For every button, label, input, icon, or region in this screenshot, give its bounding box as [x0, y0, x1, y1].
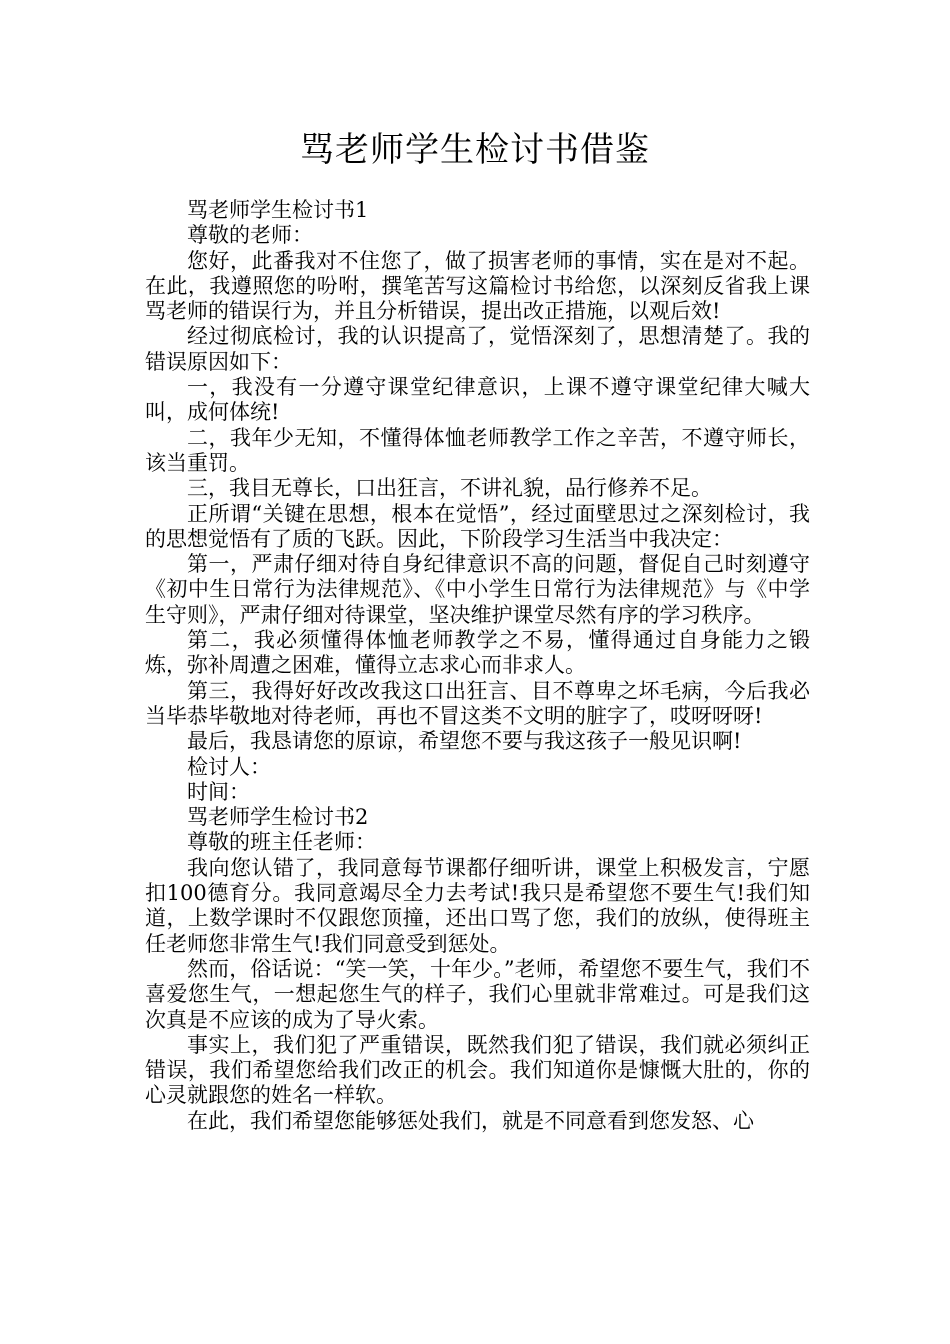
paragraph: 第一，严肃仔细对待自身纪律意识不高的问题，督促自己时刻遵守《初中生日常行为法律规范》、《中小学生日常行为法律规范》与《中学生守则》，严肃仔细对待课堂，坚决维护课堂尽然有序的学习秩序。	[145, 552, 810, 627]
paragraph: 一，我没有一分遵守课堂纪律意识，上课不遵守课堂纪律大喊大叫，成何体统!	[145, 375, 810, 425]
section-heading-2: 骂老师学生检讨书2	[187, 805, 369, 830]
paragraph: 第二，我必须懂得体恤老师教学之不易，懂得通过自身能力之锻炼，弥补周遭之困难，懂得立志求心而非求人。	[145, 628, 810, 678]
signature-label: 检讨人：	[187, 754, 271, 779]
paragraph: 我向您认错了，我同意每节课都仔细听讲，课堂上积极发言，宁愿扣100德育分。我同意竭尽全力去考试!我只是希望您不要生气!我们知道，上数学课时不仅跟您顶撞，还出口骂了您，我们的放纵，使得班主任老师您非常生气!我们同意受到惩处。	[145, 855, 810, 956]
paragraph: 经过彻底检讨，我的认识提高了，觉悟深刻了，思想清楚了。我的错误原因如下：	[145, 324, 810, 374]
paragraph: 正所谓“关键在思想，根本在觉悟”，经过面壁思过之深刻检讨，我的思想觉悟有了质的飞跃。因此，下阶段学习生活当中我决定：	[145, 501, 810, 551]
paragraph: 然而，俗话说：“笑一笑，十年少。”老师，希望您不要生气，我们不喜爱您生气，一想起您生气的样子，我们心里就非常难过。可是我们这次真是不应该的成为了导火索。	[145, 956, 810, 1032]
document-body	[145, 198, 810, 1134]
paragraph: 二，我年少无知，不懂得体恤老师教学工作之辛苦，不遵守师长，该当重罚。	[145, 425, 810, 475]
document-title: 骂老师学生检讨书借鉴	[300, 130, 650, 170]
paragraph: 第三，我得好好改改我这口出狂言、目不尊卑之坏毛病，今后我必当毕恭毕敬地对待老师，再也不冒这类不文明的脏字了，哎呀呀呀!	[145, 678, 810, 728]
date-label: 时间：	[187, 779, 250, 804]
paragraph: 最后，我恳请您的原谅，希望您不要与我这孩子一般见识啊!	[187, 729, 742, 754]
paragraph: 您好，此番我对不住您了，做了损害老师的事情，实在是对不起。在此，我遵照您的吩咐，撰笔苦写这篇检讨书给您，以深刻反省我上课骂老师的错误行为，并且分析错误，提出改正措施，以观后效!	[145, 248, 810, 324]
section-heading-1: 骂老师学生检讨书1	[187, 198, 369, 222]
paragraph: 三，我目无尊长，口出狂言，不讲礼貌，品行修养不足。	[187, 476, 712, 501]
salutation-1: 尊敬的老师：	[187, 223, 313, 248]
salutation-2: 尊敬的班主任老师：	[187, 830, 376, 855]
paragraph: 在此，我们希望您能够惩处我们，就是不同意看到您发怒、心	[187, 1108, 754, 1133]
paragraph: 事实上，我们犯了严重错误，既然我们犯了错误，我们就必须纠正错误，我们希望您给我们改正的机会。我们知道你是慷慨大肚的，你的心灵就跟您的姓名一样软。	[145, 1032, 810, 1108]
